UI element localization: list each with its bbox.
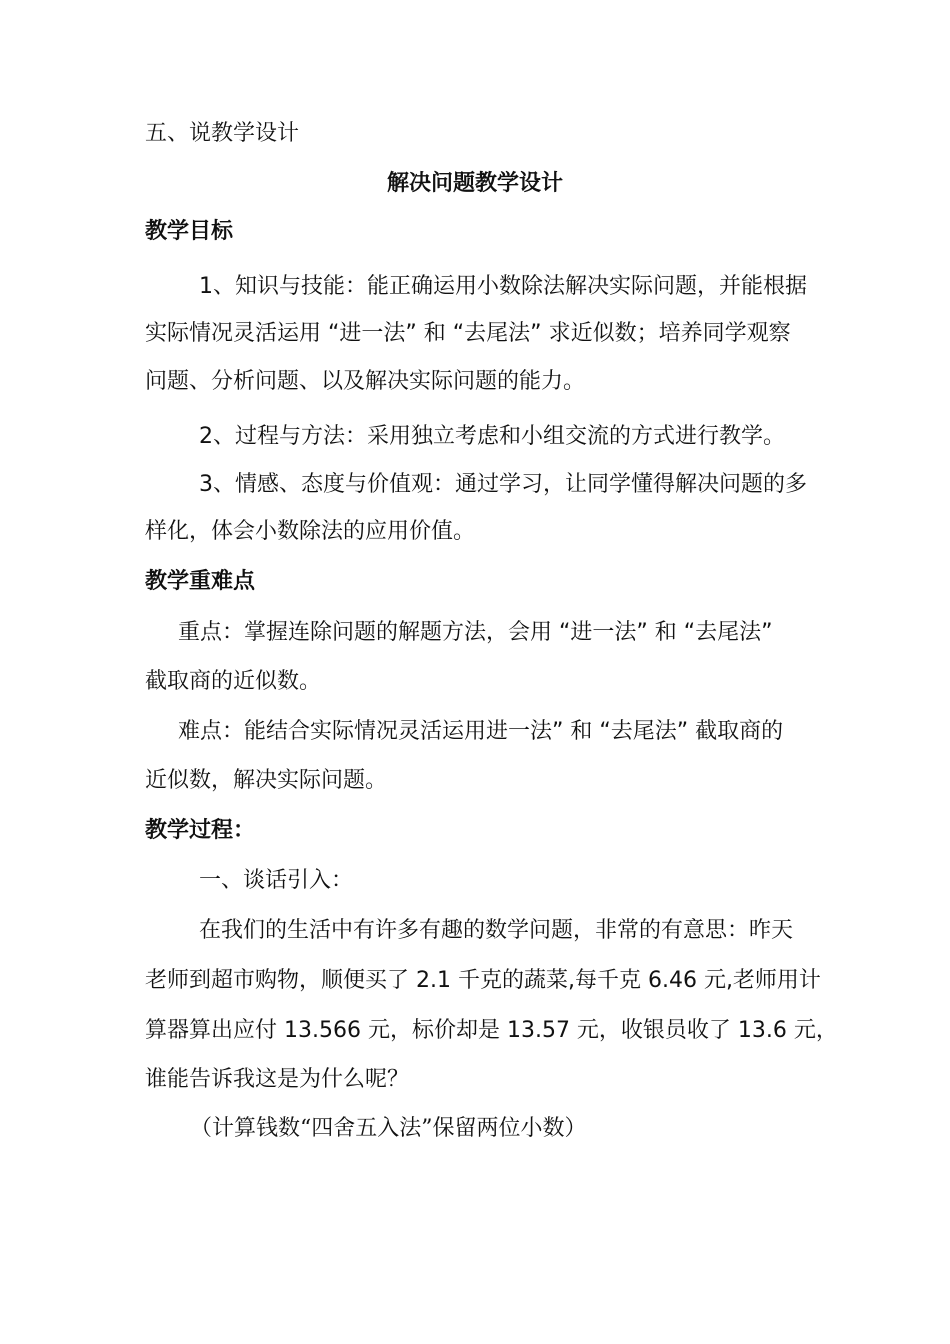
objective-1-line-2: 实际情况灵活运用 “进一法” 和 “去尾法” 求近似数；培养同学观察	[145, 321, 791, 346]
objective-1-line-1: 1、知识与技能：能正确运用小数除法解决实际问题，并能根据	[199, 274, 807, 299]
difficulty-line-2: 近似数，解决实际问题。	[145, 768, 388, 793]
document-title: 解决问题教学设计	[386, 171, 563, 196]
intro-line-1: 在我们的生活中有许多有趣的数学问题，非常的有意思：昨天	[199, 918, 794, 943]
section-heading: 五、说教学设计	[145, 121, 300, 146]
process-heading: 教学过程：	[145, 818, 256, 843]
focus-line-2: 截取商的近似数。	[145, 669, 322, 694]
objective-3-line-2: 样化，体会小数除法的应用价值。	[145, 519, 476, 544]
difficulty-line-1: 难点：能结合实际情况灵活运用进一法” 和 “去尾法” 截取商的	[178, 719, 784, 744]
objectives-heading: 教学目标	[145, 219, 234, 244]
step-1-title: 一、谈话引入：	[199, 868, 354, 893]
intro-line-2: 老师到超市购物，顺便买了 2.1 千克的蔬菜,每千克 6.46 元,老师用计	[145, 968, 821, 993]
intro-line-3: 算器算出应付 13.566 元，标价却是 13.57 元，收银员收了 13.6 元，	[145, 1018, 838, 1043]
calculation-note: （计算钱数“四舍五入法”保留两位小数）	[190, 1116, 587, 1141]
intro-line-4: 谁能告诉我这是为什么呢？	[145, 1067, 410, 1092]
objective-2-line-1: 2、过程与方法：采用独立考虑和小组交流的方式进行教学。	[199, 424, 785, 449]
key-points-heading: 教学重难点	[145, 569, 256, 594]
focus-line-1: 重点：掌握连除问题的解题方法，会用 “进一法” 和 “去尾法”	[178, 620, 773, 645]
objective-3-line-1: 3、情感、态度与价值观：通过学习，让同学懂得解决问题的多	[199, 472, 807, 497]
objective-1-line-3: 问题、分析问题、以及解决实际问题的能力。	[145, 369, 586, 394]
